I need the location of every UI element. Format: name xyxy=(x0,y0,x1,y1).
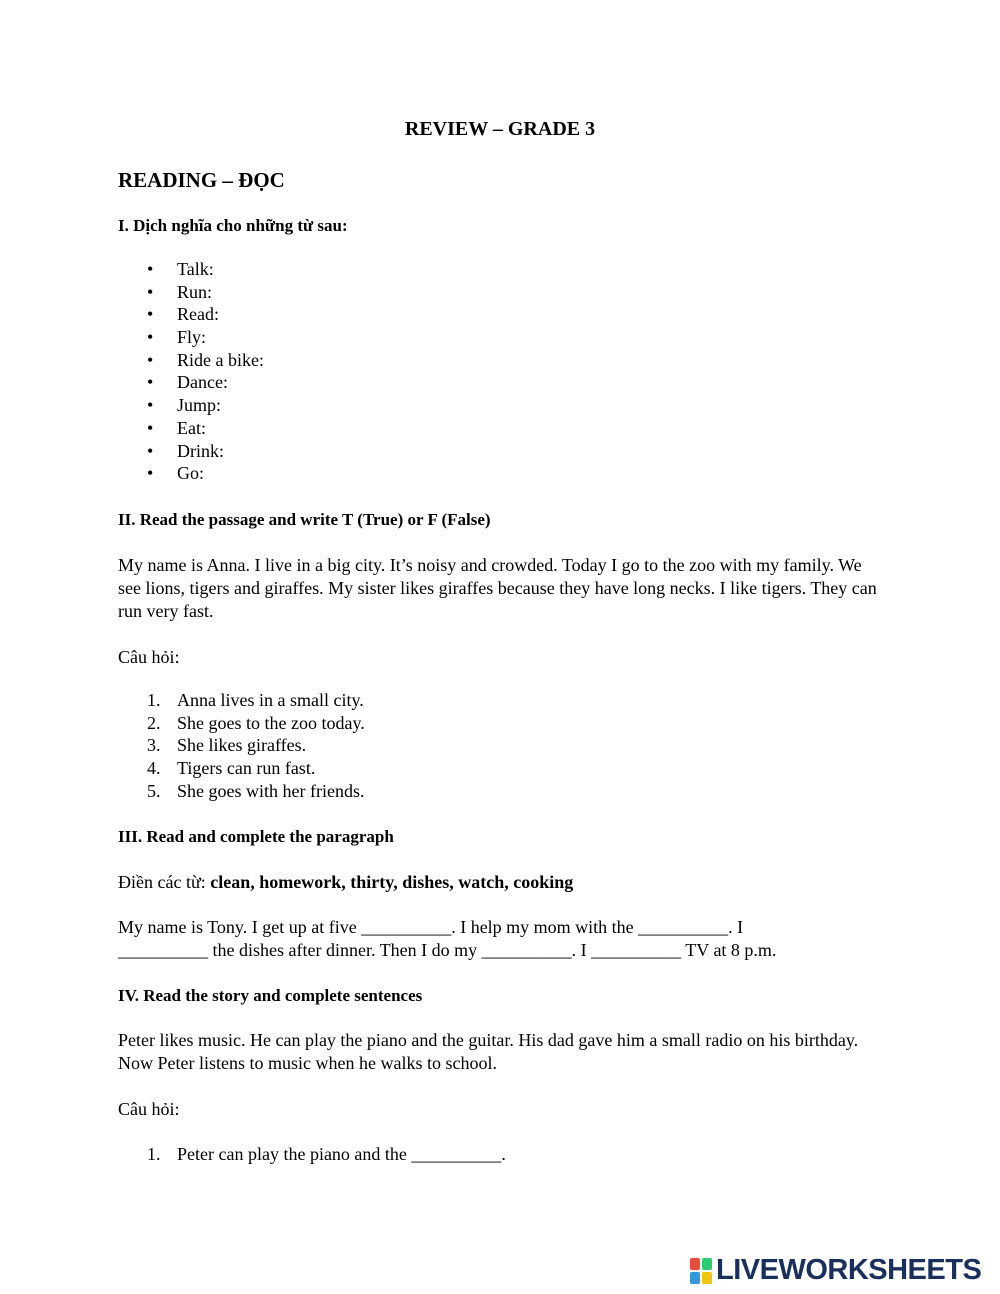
section-2-questions-label: Câu hỏi: xyxy=(118,647,180,667)
list-item: • Jump: xyxy=(147,395,222,416)
list-item: • Talk: xyxy=(147,259,214,279)
logo-icon xyxy=(690,1258,712,1284)
bullet-icon: • xyxy=(147,395,154,416)
liveworksheets-logo xyxy=(690,1254,981,1287)
bullet-icon: • xyxy=(147,349,154,370)
list-item: • Read: xyxy=(147,304,219,325)
section-2-questions xyxy=(0,689,365,802)
bullet-icon: • xyxy=(147,372,154,393)
list-item: 1. Peter can play the piano and the __________. xyxy=(147,1144,506,1164)
list-item: 4. Tigers can run fast. xyxy=(147,758,316,779)
list-item: • Drink: xyxy=(147,440,224,461)
section-4-questions xyxy=(0,1143,506,1166)
section-1-heading: I. Dịch nghĩa cho những từ sau: xyxy=(118,216,348,235)
bullet-icon: • xyxy=(147,259,154,279)
bullet-icon: • xyxy=(147,327,154,348)
list-item: • Eat: xyxy=(147,417,206,438)
section-4-heading: IV. Read the story and complete sentences xyxy=(118,986,423,1005)
list-item: • Run: xyxy=(147,281,213,302)
list-item: 1. Anna lives in a small city. xyxy=(147,690,364,710)
section-2-passage: My name is Anna. I live in a big city. It’s noisy and crowded. Today I go to the zoo with my family. We see lions, tigers and giraffes. My sister likes giraffes because they have long necks. I like tigers. They can run very fast. xyxy=(118,555,877,621)
section-2-heading: II. Read the passage and write T (True) or F (False) xyxy=(118,510,491,529)
bullet-icon: • xyxy=(147,417,154,438)
word-bank xyxy=(118,871,888,894)
section-3-line-2: __________ the dishes after dinner. Then I do my __________. I __________ TV at 8 p.m. xyxy=(118,940,777,960)
reading-heading: READING – ĐỌC xyxy=(118,168,285,192)
section-3-line-1: My name is Tony. I get up at five __________. I help my mom with the __________. I xyxy=(118,917,744,937)
vocabulary-list xyxy=(0,258,264,485)
list-item: 5. She goes with her friends. xyxy=(147,780,365,801)
bullet-icon: • xyxy=(147,281,154,302)
list-item: 2. She goes to the zoo today. xyxy=(147,712,365,733)
list-item: • Fly: xyxy=(147,327,207,348)
section-3-heading: III. Read and complete the paragraph xyxy=(118,827,394,846)
logo-text: LIVEWORKSHEETS xyxy=(716,1254,982,1286)
section-4-questions-label: Câu hỏi: xyxy=(118,1099,180,1119)
bullet-icon: • xyxy=(147,463,154,484)
list-item: • Dance: xyxy=(147,372,228,393)
bullet-icon: • xyxy=(147,440,154,461)
list-item: • Ride a bike: xyxy=(147,349,264,370)
list-item: • Go: xyxy=(147,463,204,484)
bullet-icon: • xyxy=(147,304,154,325)
word-bank-words: clean, homework, thirty, dishes, watch, cooking xyxy=(210,872,574,892)
page-title: REVIEW – GRADE 3 xyxy=(404,118,596,140)
word-bank-label: Điền các từ: xyxy=(118,872,211,892)
list-item: 3. She likes giraffes. xyxy=(147,735,307,756)
section-4-passage: Peter likes music. He can play the piano and the guitar. His dad gave him a small radio on his birthday. Now Peter listens to music when he walks to school. xyxy=(118,1030,859,1073)
